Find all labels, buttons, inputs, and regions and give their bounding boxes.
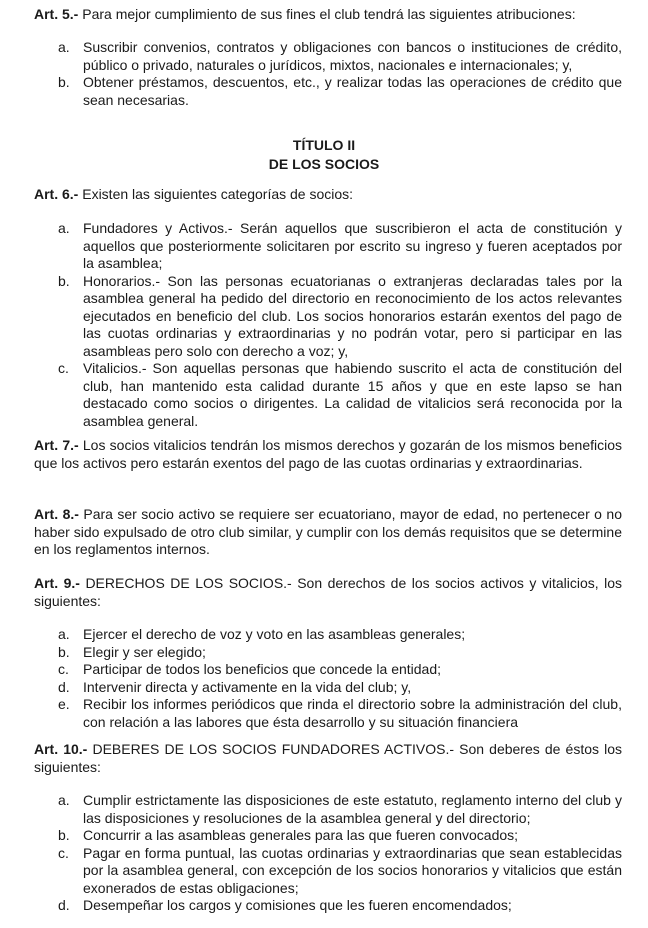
article-5-list xyxy=(58,39,622,109)
list-item-text: Honorarios.- Son las personas ecuatorianas o extranjeras declaradas tales por la asamblea general ha pedido del directorio en reconocimiento de los actos relevantes ejecutados en beneficio del club. Los socios honorarios estarán exentos del pago de las cuotas ordinarias y extraordinarias y no podrán votar, pero si participar en las asambleas pero solo con derecho a voz; y, xyxy=(83,272,622,359)
list-item-text: Desempeñar los cargos y comisiones que les fueren encomendados; xyxy=(83,897,512,913)
list-marker: a. xyxy=(58,792,70,808)
list-marker: d. xyxy=(58,897,70,913)
list-item xyxy=(58,679,622,697)
article-5-text: Para mejor cumplimiento de sus fines el club tendrá las siguientes atribuciones: xyxy=(82,6,576,22)
article-6-text: Existen las siguientes categorías de socios: xyxy=(82,186,354,202)
list-marker: e. xyxy=(58,696,70,712)
list-marker: c. xyxy=(58,360,69,376)
list-item xyxy=(58,74,622,109)
list-item-text: Fundadores y Activos.- Serán aquellos que suscribieron el acta de constitución y aquellos que posteriormente solicitaren por escrito su ingreso y fueren aceptados por la asamblea; xyxy=(83,220,622,271)
list-marker: b. xyxy=(58,827,70,843)
list-marker: b. xyxy=(58,74,70,90)
article-7 xyxy=(34,437,622,472)
list-item-text: Obtener préstamos, descuentos, etc., y realizar todas las operaciones de crédito que sean necesarias. xyxy=(83,74,622,108)
article-8-text: Para ser socio activo se requiere ser ecuatoriano, mayor de edad, no pertenecer o no haber sido expulsado de otro club similar, y cumplir con los demás requisitos que se determine en los reglamentos internos. xyxy=(34,506,622,557)
list-item xyxy=(58,897,622,915)
section-title xyxy=(0,136,648,174)
list-item xyxy=(58,220,622,273)
list-item xyxy=(58,39,622,74)
article-10 xyxy=(34,741,622,776)
list-item-text: Elegir y ser elegido; xyxy=(83,643,206,660)
article-9-list xyxy=(58,626,622,731)
list-item-text: Pagar en forma puntual, las cuotas ordinarias y extraordinarias que sean establecidas por la asamblea general, con excepción de los socios honorarios y vitalicios que están exonerados de estas obligaciones; xyxy=(83,844,622,896)
list-item xyxy=(58,827,622,845)
article-10-list xyxy=(58,792,622,915)
list-marker: b. xyxy=(58,643,70,660)
section-title-line-2: DE LOS SOCIOS xyxy=(268,156,380,172)
article-7-number: Art. 7.- xyxy=(34,437,79,453)
article-9-number: Art. 9.- xyxy=(34,575,80,591)
list-item-text: Intervenir directa y activamente en la vida del club; y, xyxy=(83,678,412,695)
list-item-text: Suscribir convenios, contratos y obligaciones con bancos o instituciones de crédito, público o privado, naturales o jurídicos, mixtos, nacionales e internacionales; y, xyxy=(83,39,622,73)
article-6 xyxy=(34,186,622,204)
section-title-line-1: TÍTULO II xyxy=(292,137,356,153)
article-6-number: Art. 6.- xyxy=(34,186,79,202)
list-marker: d. xyxy=(58,678,70,695)
article-10-text: DEBERES DE LOS SOCIOS FUNDADORES ACTIVOS.- Son deberes de éstos los siguientes: xyxy=(34,741,622,775)
list-item xyxy=(58,360,622,430)
article-8-number: Art. 8.- xyxy=(34,506,79,522)
article-10-number: Art. 10.- xyxy=(34,741,88,757)
list-marker: b. xyxy=(58,272,70,289)
list-item-text: Concurrir a las asambleas generales para las que fueren convocados; xyxy=(83,827,519,843)
list-item xyxy=(58,273,622,361)
list-marker: a. xyxy=(58,220,70,236)
list-item-text: Ejercer el derecho de voz y voto en las asambleas generales; xyxy=(83,626,466,642)
list-item xyxy=(58,792,622,827)
list-marker: c. xyxy=(58,844,69,861)
article-5 xyxy=(34,6,622,24)
list-item-text: Cumplir estrictamente las disposiciones de este estatuto, reglamento interno del club y las disposiciones y resoluciones de la asamblea general y del directorio; xyxy=(83,792,622,826)
article-8 xyxy=(34,506,622,559)
list-item xyxy=(58,661,622,679)
list-item xyxy=(58,626,622,644)
list-marker: c. xyxy=(58,661,69,677)
list-marker: a. xyxy=(58,39,70,55)
list-item-text: Vitalicios.- Son aquellas personas que habiendo suscrito el acta de constitución del club, han mantenido esta calidad durante 15 años y que en este lapso se han destacado como socios o dirigentes. La calidad de vitalicios será reconocida por la asamblea general. xyxy=(83,360,622,429)
list-item xyxy=(58,696,622,731)
article-6-list xyxy=(58,220,622,430)
list-marker: a. xyxy=(58,626,70,642)
article-7-text: Los socios vitalicios tendrán los mismos derechos y gozarán de los mismos beneficios que los activos pero estarán exentos del pago de las cuotas ordinarias y extraordinarias. xyxy=(34,437,623,471)
article-9-text: DERECHOS DE LOS SOCIOS.- Son derechos de los socios activos y vitalicios, los siguientes: xyxy=(34,575,623,609)
article-9 xyxy=(34,575,622,610)
list-item-text: Recibir los informes periódicos que rinda el directorio sobre la administración del club, con relación a las labores que ésta desarrollo y su situación financiera xyxy=(83,696,622,730)
list-item xyxy=(58,644,622,662)
list-item-text: Participar de todos los beneficios que concede la entidad; xyxy=(83,661,442,677)
list-item xyxy=(58,845,622,898)
article-5-number: Art. 5.- xyxy=(34,6,79,22)
